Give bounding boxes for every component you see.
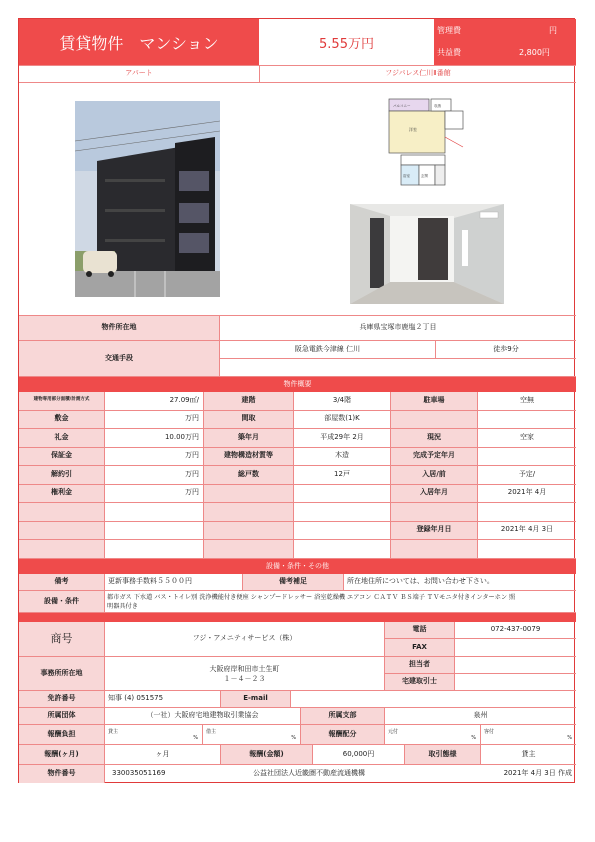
property-sheet: [18, 18, 575, 783]
overview-value: [105, 540, 204, 559]
kyoekihi-label: 共益費: [437, 48, 461, 57]
kyakuzuke-label: 客付: [484, 729, 495, 735]
overview-value: [105, 522, 204, 541]
overview-label: [391, 411, 478, 430]
kyakuzuke-cell: [481, 725, 576, 745]
room-photo: [350, 204, 504, 304]
email-label: E-mail: [221, 691, 291, 708]
company-divider: [19, 613, 576, 622]
overview-label: [204, 485, 294, 504]
room-storage: 収納: [434, 104, 441, 108]
building-photo: [75, 101, 220, 297]
room-western: 洋室: [409, 127, 417, 132]
office-address: [105, 657, 385, 691]
room-bath: 浴室: [403, 174, 410, 178]
overview-value: 木造: [294, 448, 391, 467]
overview-label: [19, 522, 105, 541]
rent-price: 5.55万円: [319, 36, 374, 52]
agent-label: 宅建取引士: [385, 674, 455, 691]
address-value: 兵庫県宝塚市鹿塩２丁目: [220, 315, 576, 341]
overview-value: 万円: [105, 466, 204, 485]
contact-label: 担当者: [385, 657, 455, 674]
contact-value: [455, 657, 576, 674]
overview-label: [204, 503, 294, 522]
number-label: 物件番号: [19, 765, 105, 783]
facilities-title: 設備・条件・その他: [19, 559, 576, 574]
company-name: フジ・アメニティサービス（株）: [105, 622, 385, 657]
fax-value: [455, 639, 576, 657]
overview-label: 駐車場: [391, 392, 478, 411]
license-value: 知事 (4) 051575: [105, 691, 221, 708]
overview-label: 建物専用部分面積/計測方式: [19, 392, 105, 411]
overview-value: 27.09㎡/: [105, 392, 204, 411]
overview-value: 空無: [478, 392, 576, 411]
overview-value: [105, 503, 204, 522]
org-name: 公益社団法人近畿圏不動産流通機構: [253, 769, 365, 778]
equipment-label: 設備・条件: [19, 591, 105, 613]
overview-label: 登録年月日: [391, 522, 478, 541]
overview-value: 平成29年 2月: [294, 429, 391, 448]
overview-value: 万円: [105, 485, 204, 504]
fee-amount-label: 報酬(金額): [221, 745, 313, 765]
equipment-line-2: 明器具付き: [107, 603, 138, 610]
mode-value: 貸主: [481, 745, 576, 765]
overview-value: 10.00万円: [105, 429, 204, 448]
overview-label: [19, 503, 105, 522]
overview-value: 空家: [478, 429, 576, 448]
overview-value: 3/4階: [294, 392, 391, 411]
overview-title: 物件概要: [19, 377, 576, 392]
overview-value: 万円: [105, 411, 204, 430]
overview-value: [478, 448, 576, 467]
created-date: 2021年 4月 3日 作成: [503, 769, 572, 778]
motozuke-cell: [385, 725, 481, 745]
office-line-1: 大阪府岸和田市土生町: [209, 664, 280, 673]
overview-label: 築年月: [204, 429, 294, 448]
overview-value: [478, 503, 576, 522]
branch-value: 泉州: [385, 708, 576, 725]
assoc-label: 所属団体: [19, 708, 105, 725]
overview-value: [294, 540, 391, 559]
company-name-label: 商号: [19, 622, 105, 657]
overview-label: 間取: [204, 411, 294, 430]
overview-label: 建物構造材質等: [204, 448, 294, 467]
overview-value: [478, 540, 576, 559]
overview-label: [391, 540, 478, 559]
transport-walk: 徒歩9分: [436, 341, 576, 359]
mode-label: 取引態様: [405, 745, 481, 765]
overview-value: [294, 485, 391, 504]
property-type: アパート: [19, 65, 259, 83]
assoc-value: （一社）大阪府宅地建物取引業協会: [105, 708, 301, 725]
overview-value: 予定/: [478, 466, 576, 485]
address-label: 物件所在地: [19, 315, 220, 341]
overview-value: 部屋数(1)K: [294, 411, 391, 430]
overview-label: [204, 522, 294, 541]
agent-value: [455, 674, 576, 691]
room-entrance: 玄関: [421, 174, 428, 178]
fee-karinushi-label: 借主: [206, 729, 217, 735]
transport-line: 阪急電鉄今津線 仁川: [220, 341, 436, 359]
title-banner: [19, 19, 259, 65]
fee-karinushi-cell: [203, 725, 301, 745]
building-name: フジパレス仁川Ⅱ番館: [259, 65, 576, 83]
tel-label: 電話: [385, 622, 455, 639]
room-balcony: バルコニー: [393, 104, 411, 108]
fee-amount-value: 60,000円: [313, 745, 405, 765]
fee-karinushi-pct: %: [291, 735, 296, 741]
number-value: 330035051169: [112, 769, 166, 778]
kyoekihi-value: 2,800円: [519, 48, 550, 57]
overview-value: 12戸: [294, 466, 391, 485]
fee-share-label: 報酬配分: [301, 725, 385, 745]
rent-box: [259, 19, 434, 65]
fee-month-label: 報酬(ヶ月): [19, 745, 105, 765]
fax-label: FAX: [385, 639, 455, 657]
email-value: [291, 691, 576, 708]
overview-label: 入居/前: [391, 466, 478, 485]
branch-label: 所属支部: [301, 708, 385, 725]
overview-label: [204, 540, 294, 559]
overview-value: 万円: [105, 448, 204, 467]
fee-kashinushi-pct: %: [193, 735, 198, 741]
office-label: 事務所所在地: [19, 657, 105, 691]
overview-value: [294, 503, 391, 522]
page-title: 賃貸物件 マンション: [59, 33, 219, 53]
overview-label: [391, 503, 478, 522]
overview-label: 礼金: [19, 429, 105, 448]
fee-kashinushi-label: 貸主: [108, 729, 119, 735]
overview-label: 建階: [204, 392, 294, 411]
overview-label: 敷金: [19, 411, 105, 430]
floor-plan: [387, 97, 465, 189]
kanrihi-label: 管理費: [437, 26, 461, 35]
overview-label: 解約引: [19, 466, 105, 485]
overview-label: 現況: [391, 429, 478, 448]
transport-line-2: [220, 359, 576, 377]
remarks-extra-label: 備考補足: [243, 574, 344, 591]
equipment-line-1: 都市ガス 下水道 バス・トイレ別 洗浄機能付き便座 シャンプードレッサー 浴室乾燥機 エアコン ＣＡＴＶ ＢＳ端子 ＴＶモニタ付きインターホン 照: [107, 594, 516, 601]
remarks-extra-value: 所在地住所については、お問い合わせ下さい。: [344, 574, 576, 591]
transport-label: 交通手段: [19, 341, 220, 377]
overview-value: [478, 411, 576, 430]
fee-kashinushi-cell: [105, 725, 203, 745]
motozuke-label: 元付: [388, 729, 399, 735]
motozuke-pct: %: [471, 735, 476, 741]
overview-label: 入居年月: [391, 485, 478, 504]
tel-value: 072-437-0079: [455, 622, 576, 639]
overview-value: [294, 522, 391, 541]
remarks-value: 更新事務手数料５５００円: [105, 574, 243, 591]
fee-burden-label: 報酬負担: [19, 725, 105, 745]
office-line-2: １－４－２３: [223, 674, 266, 683]
overview-label: 総戸数: [204, 466, 294, 485]
equipment-value: [105, 591, 576, 613]
overview-label: [19, 540, 105, 559]
kanrihi-value: 円: [549, 26, 557, 35]
kyakuzuke-pct: %: [567, 735, 572, 741]
overview-label: 権利金: [19, 485, 105, 504]
fee-month-value: ヶ月: [105, 745, 221, 765]
remarks-label: 備考: [19, 574, 105, 591]
license-label: 免許番号: [19, 691, 105, 708]
overview-label: 保証金: [19, 448, 105, 467]
overview-value: 2021年 4月: [478, 485, 576, 504]
overview-value: 2021年 4月 3日: [478, 522, 576, 541]
overview-label: 完成予定年月: [391, 448, 478, 467]
